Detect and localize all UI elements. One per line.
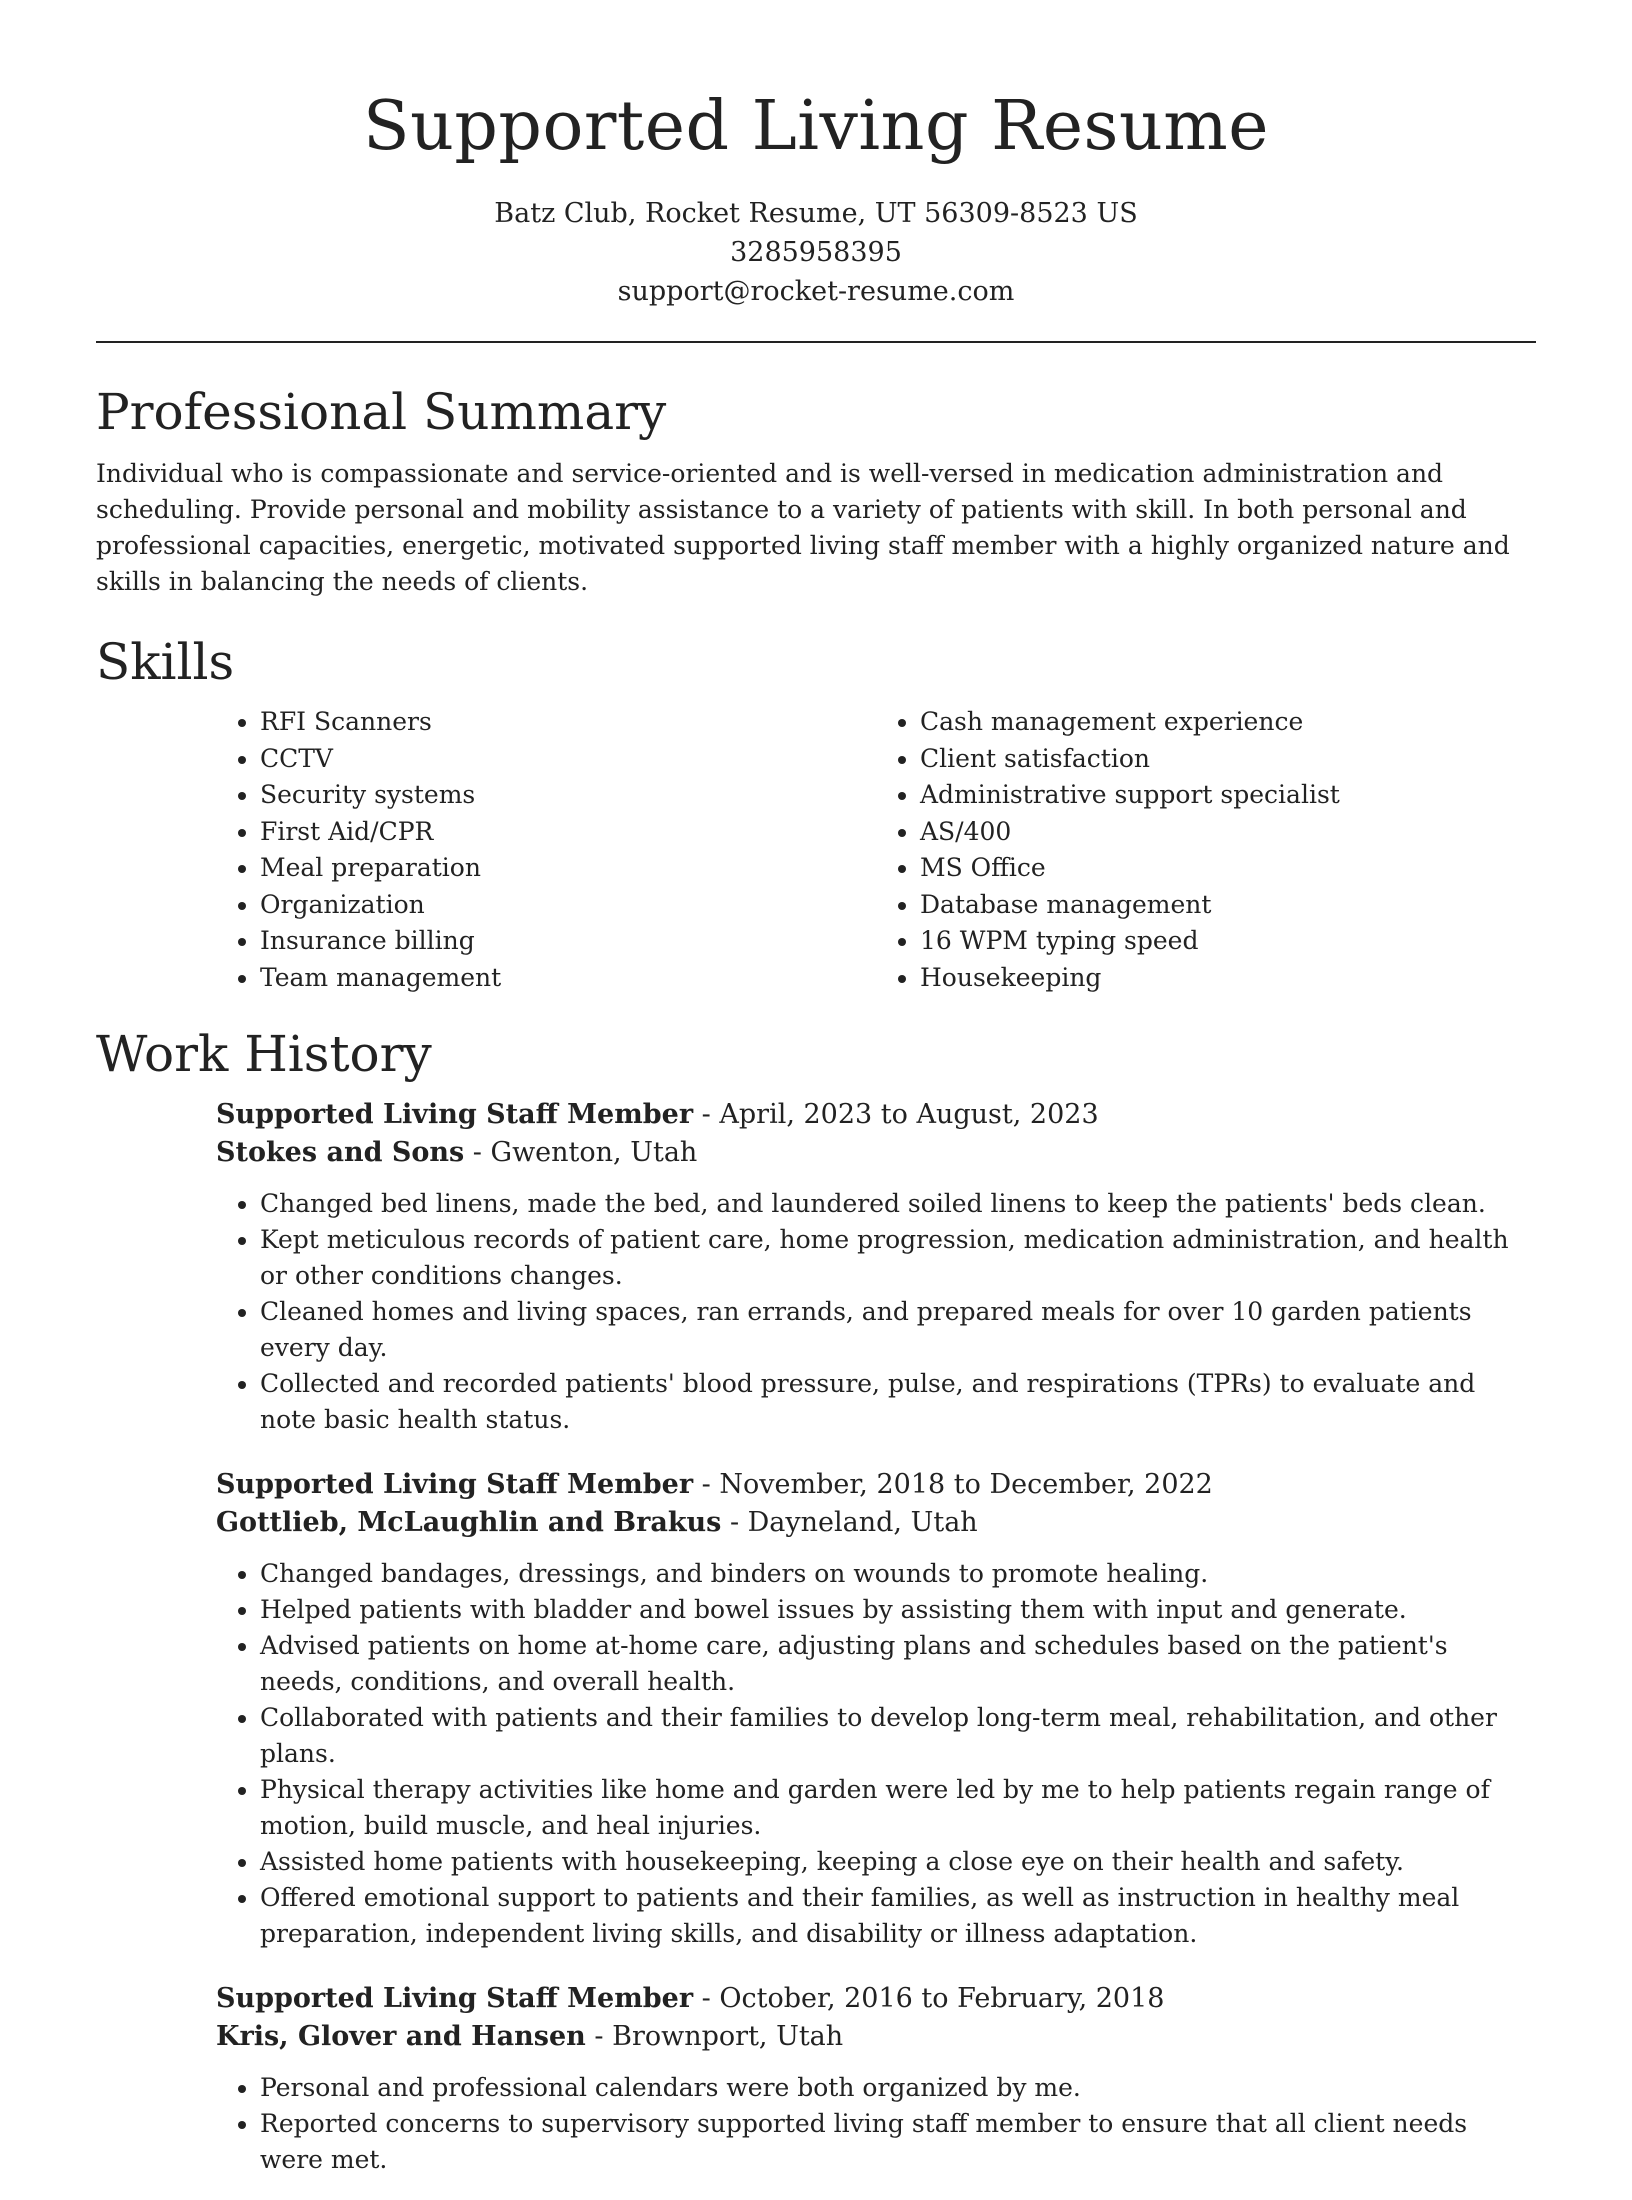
job-dates: - November, 2018 to December, 2022 [693,1469,1213,1500]
job-employer: Stokes and Sons [216,1137,465,1168]
job-duty: • Physical therapy activities like home and garden were led by me to help patients regain range of motion, build muscle, and heal injuries. [260,1772,1536,1844]
skill-item: • Database management [920,887,1536,924]
summary-heading: Professional Summary [96,383,667,441]
skill-item: • CCTV [260,741,876,778]
job-duties [216,2070,1536,2178]
job-duty: • Advised patients on home at-home care, adjusting plans and schedules based on the patient's needs, conditions, and overall health. [260,1628,1536,1700]
job-duty: • Changed bed linens, made the bed, and laundered soiled linens to keep the patients' beds clean. [260,1186,1536,1222]
skill-item: • RFI Scanners [260,704,876,741]
skill-item: • 16 WPM typing speed [920,923,1536,960]
job-dates: - April, 2023 to August, 2023 [693,1099,1099,1130]
job-entry [216,1466,1536,1952]
job-duties [216,1556,1536,1952]
job-heading [216,1980,1536,2018]
job-duty: • Kept meticulous records of patient care, home progression, medication administration, and health or other conditions changes. [260,1222,1536,1294]
skills-list [216,704,1536,996]
work-history-heading: Work History [96,1025,432,1083]
skill-item: • Organization [260,887,876,924]
job-duty: • Helped patients with bladder and bowel issues by assisting them with input and generate. [260,1592,1536,1628]
job-heading [216,1096,1536,1134]
skill-item: • Administrative support specialist [920,777,1536,814]
job-employer: Gottlieb, McLaughlin and Brakus [216,1507,722,1538]
job-duties [216,1186,1536,1438]
job-employer-line [216,2018,1536,2056]
job-employer: Kris, Glover and Hansen [216,2021,586,2052]
job-duty: • Collected and recorded patients' blood pressure, pulse, and respirations (TPRs) to evaluate and note basic health status. [260,1366,1536,1438]
skill-item: • Team management [260,960,876,997]
skills-column-right [876,704,1536,996]
contact-email: support@rocket-resume.com [617,276,1015,307]
job-location: - Brownport, Utah [585,2021,844,2052]
job-entry [216,1980,1536,2178]
job-title: Supported Living Staff Member [216,1099,694,1130]
skill-item: • Security systems [260,777,876,814]
job-title: Supported Living Staff Member [216,1983,694,2014]
contact-address: Batz Club, Rocket Resume, UT 56309-8523 US [494,198,1138,229]
job-duty: • Changed bandages, dressings, and binders on wounds to promote healing. [260,1556,1536,1592]
contact-block [0,194,1632,311]
header-divider [96,341,1536,343]
skill-item: • Insurance billing [260,923,876,960]
job-duty: • Offered emotional support to patients and their families, as well as instruction in healthy meal preparation, independent living skills, and disability or illness adaptation. [260,1880,1536,1952]
skill-item: • AS/400 [920,814,1536,851]
contact-phone: 3285958395 [730,237,902,268]
job-location: - Dayneland, Utah [721,1507,978,1538]
job-dates: - October, 2016 to February, 2018 [693,1983,1165,2014]
summary-section [96,382,1536,600]
skill-item: • MS Office [920,850,1536,887]
job-location: - Gwenton, Utah [464,1137,698,1168]
job-heading [216,1466,1536,1504]
skills-column-left [216,704,876,996]
skill-item: • Client satisfaction [920,741,1536,778]
job-duty: • Assisted home patients with housekeeping, keeping a close eye on their health and safety. [260,1844,1536,1880]
job-duty: • Collaborated with patients and their families to develop long-term meal, rehabilitation, and other plans. [260,1700,1536,1772]
job-employer-line [216,1134,1536,1172]
job-title: Supported Living Staff Member [216,1469,694,1500]
skills-heading: Skills [96,633,235,691]
skill-item: • Housekeeping [920,960,1536,997]
skills-section [96,632,1536,996]
job-duty: • Reported concerns to supervisory supported living staff member to ensure that all client needs were met. [260,2106,1536,2178]
resume-header [0,0,1632,311]
job-duty: • Personal and professional calendars were both organized by me. [260,2070,1536,2106]
job-duty: • Cleaned homes and living spaces, ran errands, and prepared meals for over 10 garden patients every day. [260,1294,1536,1366]
page-title: Supported Living Resume [363,87,1269,166]
skill-item: • Cash management experience [920,704,1536,741]
skill-item: • Meal preparation [260,850,876,887]
job-employer-line [216,1504,1536,1542]
summary-text: Individual who is compassionate and service-oriented and is well-versed in medication administration and scheduling. Provide personal and mobility assistance to a variety of patients with skill. In both personal and professional capacities, energetic, motivated supported living staff member with a highly organized nature and skills in balancing the needs of clients. [96,459,1510,596]
skill-item: • First Aid/CPR [260,814,876,851]
job-entry [216,1096,1536,1438]
work-history-section [96,1024,1536,2200]
